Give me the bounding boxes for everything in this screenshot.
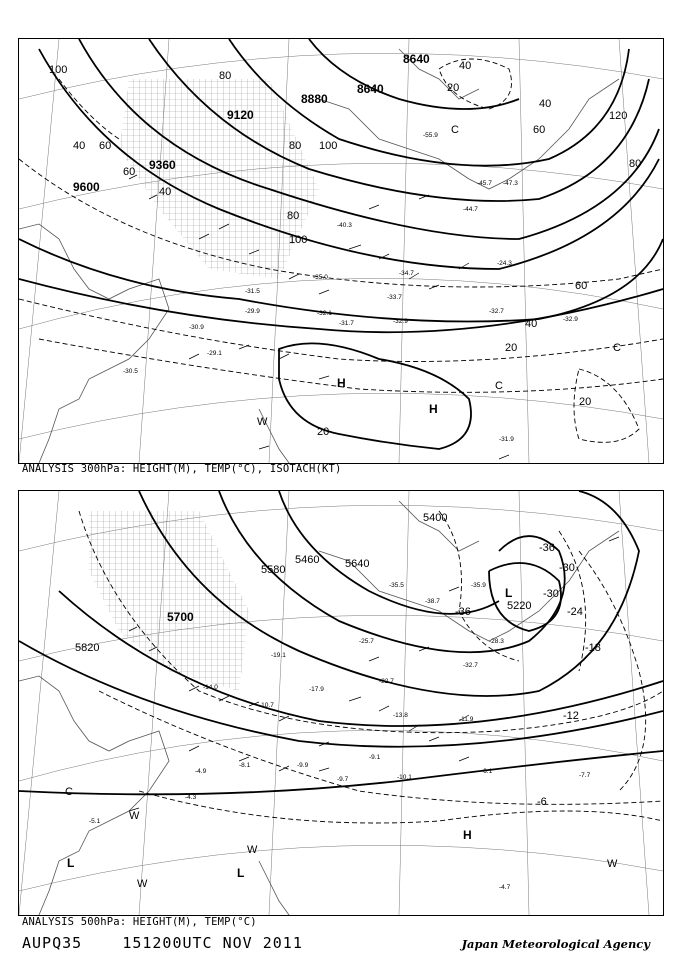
graticule (19, 39, 663, 463)
jet-hatch-region (119, 79, 319, 279)
isotach-label: 20 (447, 82, 460, 94)
temp-obs: -29.1 (207, 350, 222, 357)
height-label: 9600 (73, 180, 100, 194)
height-label: 8640 (403, 52, 430, 66)
temp-obs: -35.5 (389, 582, 404, 589)
temp-obs: -47.3 (503, 180, 518, 187)
temp-obs: -30.5 (123, 368, 138, 375)
low-center: L (67, 856, 75, 870)
height-label: 5460 (295, 554, 320, 566)
valid-time: 151200UTC NOV 2011 (122, 934, 303, 952)
temp-obs: -10.1 (397, 774, 412, 781)
isotach-label: 60 (533, 124, 546, 136)
temp-obs: -19.1 (271, 652, 286, 659)
warm-center: W (607, 858, 618, 870)
cold-center: C (451, 124, 459, 136)
temp-obs: -32.1 (317, 310, 332, 317)
temp-obs: -34.7 (399, 270, 414, 277)
height-label: 9120 (227, 108, 254, 122)
cold-center: C (613, 342, 621, 354)
caption-500hpa: ANALYSIS 500hPa: HEIGHT(M), TEMP(°C) (22, 916, 257, 928)
isotherm-label: -30 (543, 588, 559, 600)
height-label: 5700 (167, 610, 194, 624)
isotach-label: 120 (609, 110, 628, 122)
warm-center: W (129, 810, 140, 822)
isotach-label: 100 (289, 234, 308, 246)
temp-obs: -5.1 (89, 818, 101, 825)
height-label: 5820 (75, 642, 100, 654)
warm-center: W (137, 878, 148, 890)
isotach-label: 40 (539, 98, 552, 110)
isotach-label: 40 (525, 318, 538, 330)
temp-obs: -35.9 (471, 582, 486, 589)
temp-obs: -17.9 (309, 686, 324, 693)
isotach-label: 80 (289, 140, 302, 152)
map-300hpa-canvas (19, 39, 663, 463)
height-label: 8640 (357, 82, 384, 96)
height-label: 5580 (261, 564, 286, 576)
product-line (22, 934, 303, 952)
temp-obs: -25.7 (359, 638, 374, 645)
isotach-label: 80 (219, 70, 232, 82)
height-label: 8880 (301, 92, 328, 106)
temp-obs: -31.7 (339, 320, 354, 327)
temp-obs: -10.7 (259, 702, 274, 709)
high-center: H (463, 828, 472, 842)
height-label: 5220 (507, 600, 532, 612)
temp-obs: -32.9 (563, 316, 578, 323)
temp-obs: -4.7 (499, 884, 511, 891)
temp-obs: -9.9 (297, 762, 309, 769)
isotach-label: 60 (123, 166, 136, 178)
low-center: L (237, 866, 245, 880)
temp-obs: -32.7 (463, 662, 478, 669)
low-center: L (505, 586, 513, 600)
temp-obs: -4.9 (195, 768, 207, 775)
isotach-label: 20 (317, 426, 330, 438)
coastlines (19, 49, 619, 463)
temp-obs: -22.7 (379, 678, 394, 685)
isotherm-label: -36 (539, 542, 555, 554)
temp-obs: -32.7 (489, 308, 504, 315)
isotach-label: 100 (319, 140, 338, 152)
temp-obs: -35.0 (313, 274, 328, 281)
isotach-label: 60 (99, 140, 112, 152)
temp-obs: -9.1 (369, 754, 381, 761)
height-label: 9360 (149, 158, 176, 172)
temp-obs: -24.3 (497, 260, 512, 267)
temp-obs: -28.3 (489, 638, 504, 645)
temp-obs: -7.7 (579, 772, 591, 779)
isotach-label: 40 (73, 140, 86, 152)
temp-obs: -4.3 (185, 794, 197, 801)
temp-obs: -14.0 (203, 684, 218, 691)
temp-obs: -31.9 (499, 436, 514, 443)
isotherm-label: -12 (563, 710, 579, 722)
isotach-label: 80 (629, 158, 642, 170)
temp-obs: -55.9 (423, 132, 438, 139)
map-300hpa (18, 38, 664, 464)
map-500hpa (18, 490, 664, 916)
temp-obs: -40.3 (337, 222, 352, 229)
height-label: 5640 (345, 558, 370, 570)
isotach-label: 60 (575, 280, 588, 292)
height-label: 5400 (423, 512, 448, 524)
isotach-label: 40 (159, 186, 172, 198)
high-center: H (429, 402, 438, 416)
temp-obs: -31.5 (245, 288, 260, 295)
isotherm-label: -24 (567, 606, 583, 618)
product-code: AUPQ35 (22, 934, 83, 952)
cold-hatch-region (89, 511, 249, 691)
isotherm-label: -30 (559, 562, 575, 574)
isotach-label: 40 (459, 60, 472, 72)
isotach-label: 80 (287, 210, 300, 222)
temp-obs: -13.8 (393, 712, 408, 719)
warm-center: W (257, 416, 268, 428)
temp-obs: -38.7 (425, 598, 440, 605)
isotherm-label: -18 (585, 642, 601, 654)
warm-center: W (247, 844, 258, 856)
isotach-label: 100 (49, 64, 68, 76)
temp-obs: -32.9 (393, 318, 408, 325)
caption-300hpa: ANALYSIS 300hPa: HEIGHT(M), TEMP(°C), ISOTACH(KT) (22, 463, 342, 475)
cold-center: C (495, 380, 503, 392)
isotherm-label: -36 (455, 606, 471, 618)
agency-credit: Japan Meteorological Agency (461, 937, 650, 951)
high-center: H (337, 376, 346, 390)
temp-obs: -33.7 (387, 294, 402, 301)
temp-obs: -9.7 (337, 776, 349, 783)
map-500hpa-canvas (19, 491, 663, 915)
temp-obs: -45.7 (477, 180, 492, 187)
isotherm-label: -6 (537, 796, 547, 808)
isotach-label: 20 (579, 396, 592, 408)
temp-obs: -44.7 (463, 206, 478, 213)
temp-obs: -6.1 (481, 768, 493, 775)
temp-obs: -8.1 (239, 762, 251, 769)
temp-obs: -11.9 (459, 716, 474, 723)
isotach-label: 20 (505, 342, 518, 354)
cold-center: C (65, 786, 73, 798)
temp-obs: -29.9 (245, 308, 260, 315)
temp-obs: -30.9 (189, 324, 204, 331)
